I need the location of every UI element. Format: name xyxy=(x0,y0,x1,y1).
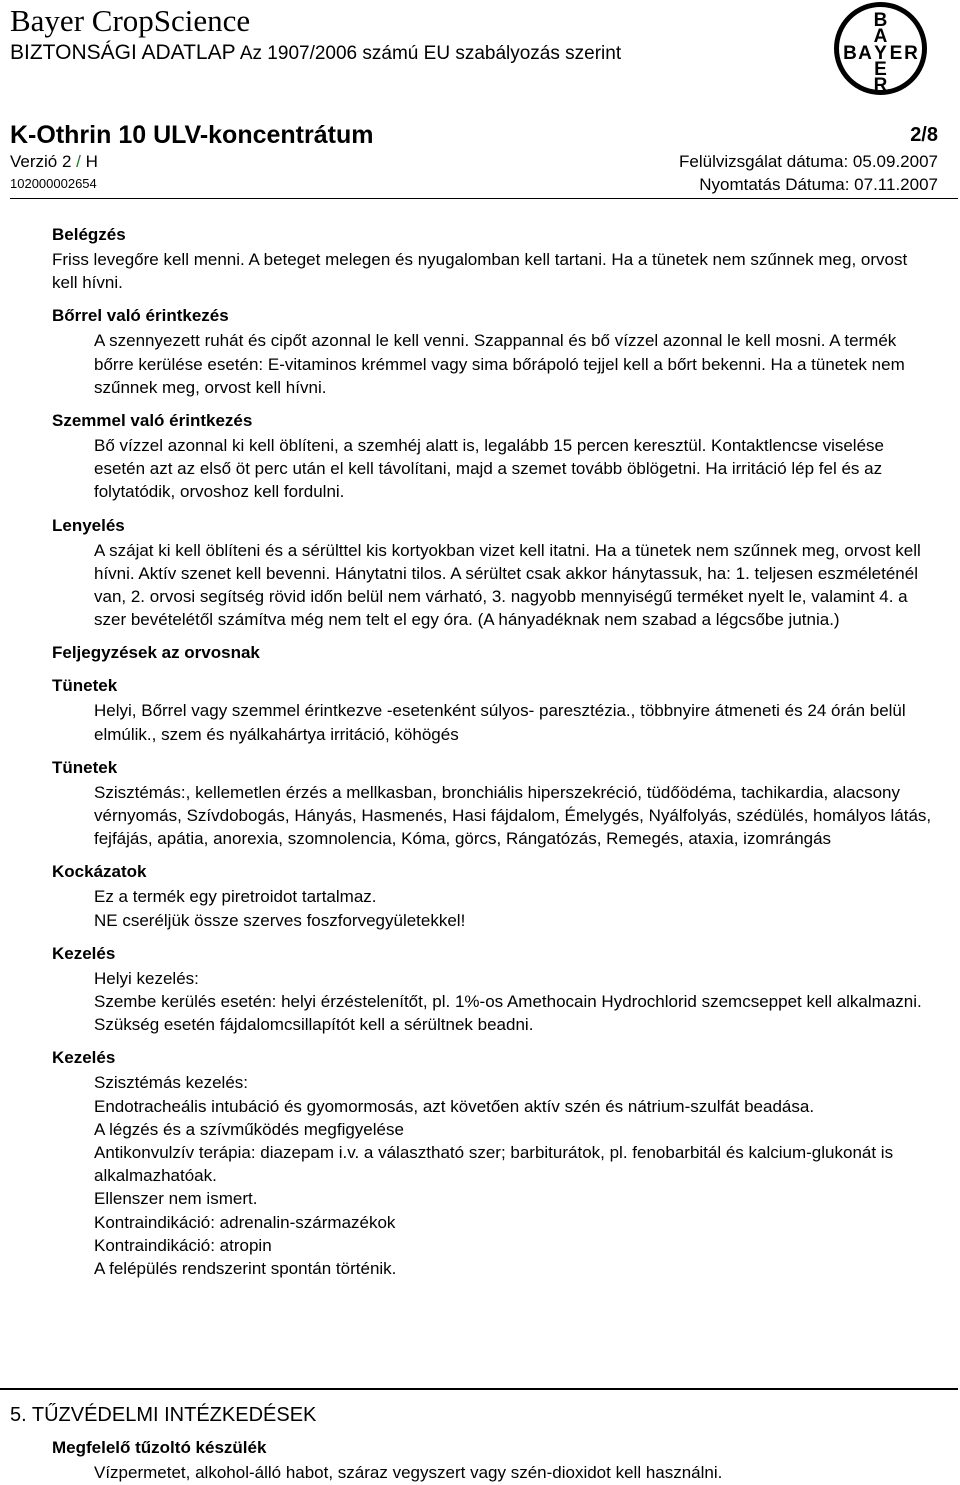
section-text: Kontraindikáció: atropin xyxy=(94,1235,272,1255)
section-text: Vízpermetet, alkohol-álló habot, száraz vegyszert vagy szén-dioxidot kell használni. xyxy=(94,1463,723,1482)
section-block xyxy=(0,942,960,1037)
section-block xyxy=(0,860,960,931)
section-divider xyxy=(0,1388,958,1390)
section-text: Bő vízzel azonnal ki kell öblíteni, a szemhéj alatt is, legalább 15 percen keresztül. Kontaktlencse viselése esetén azt az első öt perc után el kell távolítani, majd a szemet tovább öblögetni. Ha irritáció lép fel és az folytatódik, orvoshoz kell fordulni. xyxy=(94,436,884,502)
svg-text:B: B xyxy=(843,43,857,64)
document-title xyxy=(10,40,621,67)
section-text: A szennyezett ruhát és cipőt azonnal le kell venni. Szappannal és bő vízzel azonnal le kell mosni. A termék bőrre kerülése esetén: E-vitaminos krémmel vagy sima bőrápoló tejjel kell a bőrt bekenni. Ha a tünetek nem szűnnek meg, orvost kell hívni. xyxy=(94,331,905,397)
section-text: Helyi kezelés: xyxy=(94,968,199,988)
section-text: Szisztémás:, kellemetlen érzés a mellkasban, bronchiális hiperszekréció, tüdőödéma, tachikardia, alacsony vérnyomás, Szívdobogás, Hányás, Hasmenés, Hasi fájdalom, Émelygés, Nyálfolyás, szédülés, homályos látás, fejfájás, apátia, anorexia, szomnolencia, Kóma, görcs, Rángatózás, Remegés, ataxia, izomrángás xyxy=(94,782,932,849)
svg-text:R: R xyxy=(873,75,888,96)
section-block xyxy=(0,674,960,745)
section-heading: Bőrrel való érintkezés xyxy=(52,306,229,326)
document-title-sub: Az 1907/2006 számú EU szabályozás szerint xyxy=(239,43,622,64)
section-block xyxy=(0,223,960,294)
svg-text:E: E xyxy=(874,59,887,80)
section-text: Friss levegőre kell menni. A beteget melegen és nyugalomban kell tartani. Ha a tünetek nem szűnnek meg, orvost kell hívni. xyxy=(52,250,908,293)
section-text: A szájat ki kell öblíteni és a sérülttel kis kortyokban vizet kell itatni. Ha a tünetek nem szűnnek meg, orvost kell hívni. Aktív szenet kell bevenni. Hánytatni tilos. A sérültet csak akkor hánytassuk, ha: 1. teljesen eszméleténél van, 2. orvosi segítség rövid időn belül nem várható, 3. nagyobb mennyiségű terméket nyelt le, valamint 4. a szer bevételétől számítva még nem telt el egy óra. (A hányadéknak nem szabad a légcsőbe jutnia.) xyxy=(94,540,921,630)
version-slash: / xyxy=(71,152,86,171)
product-name: K-Othrin 10 ULV-koncentrátum xyxy=(10,121,374,149)
section-5-content xyxy=(0,1436,960,1484)
section-5-title: 5. TŰZVÉDELMI INTÉZKEDÉSEK xyxy=(10,1404,317,1426)
section-heading: Kezelés xyxy=(52,1048,116,1068)
page-number: 2/8 xyxy=(910,124,938,146)
section-text: Antikonvulzív terápia: diazepam i.v. a választható szer; barbiturátok, pl. fenobarbitál és kalcium-glukonát is alkalmazhatóak. xyxy=(94,1143,894,1186)
section-heading: Kockázatok xyxy=(52,862,147,882)
bayer-cross-logo xyxy=(833,1,928,96)
print-date: Nyomtatás Dátuma: 07.11.2007 xyxy=(699,175,938,194)
section-heading: Lenyelés xyxy=(52,515,125,535)
section-text: Endotracheális intubáció és gyomormosás, azt követően aktív szén és nátrium-szulfát beadása. xyxy=(94,1096,815,1116)
section-block xyxy=(0,409,960,504)
version-label: Verzió 2 xyxy=(10,152,72,171)
section-text: NE cseréljük össze szerves foszforvegyületekkel! xyxy=(94,910,466,930)
svg-text:A: A xyxy=(858,43,872,64)
first-aid-content xyxy=(0,223,960,1290)
document-header xyxy=(0,0,960,200)
section-text: Kontraindikáció: adrenalin-származékok xyxy=(94,1212,396,1232)
version-language: H xyxy=(85,152,98,171)
section-heading: Szemmel való érintkezés xyxy=(52,411,253,431)
section-block xyxy=(0,514,960,632)
section-block xyxy=(0,641,960,664)
svg-text:E: E xyxy=(889,43,903,64)
section-heading: Megfelelő tűzoltó készülék xyxy=(52,1438,267,1457)
section-text: Helyi, Bőrrel vagy szemmel érintkezve -esetenként súlyos- paresztézia., többnyire átmeneti és 24 órán belül elmúlik., szem és nyálkahártya irritáció, köhögés xyxy=(94,701,906,744)
section-block xyxy=(0,1046,960,1280)
section-heading: Kezelés xyxy=(52,943,116,963)
review-date: Felülvizsgálat dátuma: 05.09.2007 xyxy=(679,152,938,171)
document-number: 102000002654 xyxy=(10,176,97,191)
section-text: Szisztémás kezelés: xyxy=(94,1073,248,1093)
header-divider xyxy=(10,198,958,199)
section-heading: Feljegyzések az orvosnak xyxy=(52,643,260,663)
section-text: A felépülés rendszerint spontán történik. xyxy=(94,1259,397,1279)
section-block xyxy=(0,756,960,851)
svg-text:Y: Y xyxy=(874,43,887,64)
section-text: A légzés és a szívműködés megfigyelése xyxy=(94,1119,404,1139)
svg-text:R: R xyxy=(904,43,918,64)
section-text: Szembe kerülés esetén: helyi érzéstelenítőt, pl. 1%-os Amethocain Hydrochlorid szemcseppet kell alkalmazni. Szükség esetén fájdalomcsillapítót kell a sérültnek beadni. xyxy=(94,992,922,1035)
version-info xyxy=(10,152,98,172)
section-block xyxy=(0,304,960,399)
section-text: Ez a termék egy piretroidot tartalmaz. xyxy=(94,887,377,907)
svg-text:B: B xyxy=(873,10,888,31)
company-name: Bayer CropScience xyxy=(10,3,251,38)
svg-text:A: A xyxy=(873,26,888,47)
document-title-main: BIZTONSÁGI ADATLAP xyxy=(10,41,236,64)
section-text: Ellenszer nem ismert. xyxy=(94,1189,258,1209)
section-heading: Tünetek xyxy=(52,757,118,777)
section-heading: Tünetek xyxy=(52,676,118,696)
section-heading: Belégzés xyxy=(52,225,126,244)
